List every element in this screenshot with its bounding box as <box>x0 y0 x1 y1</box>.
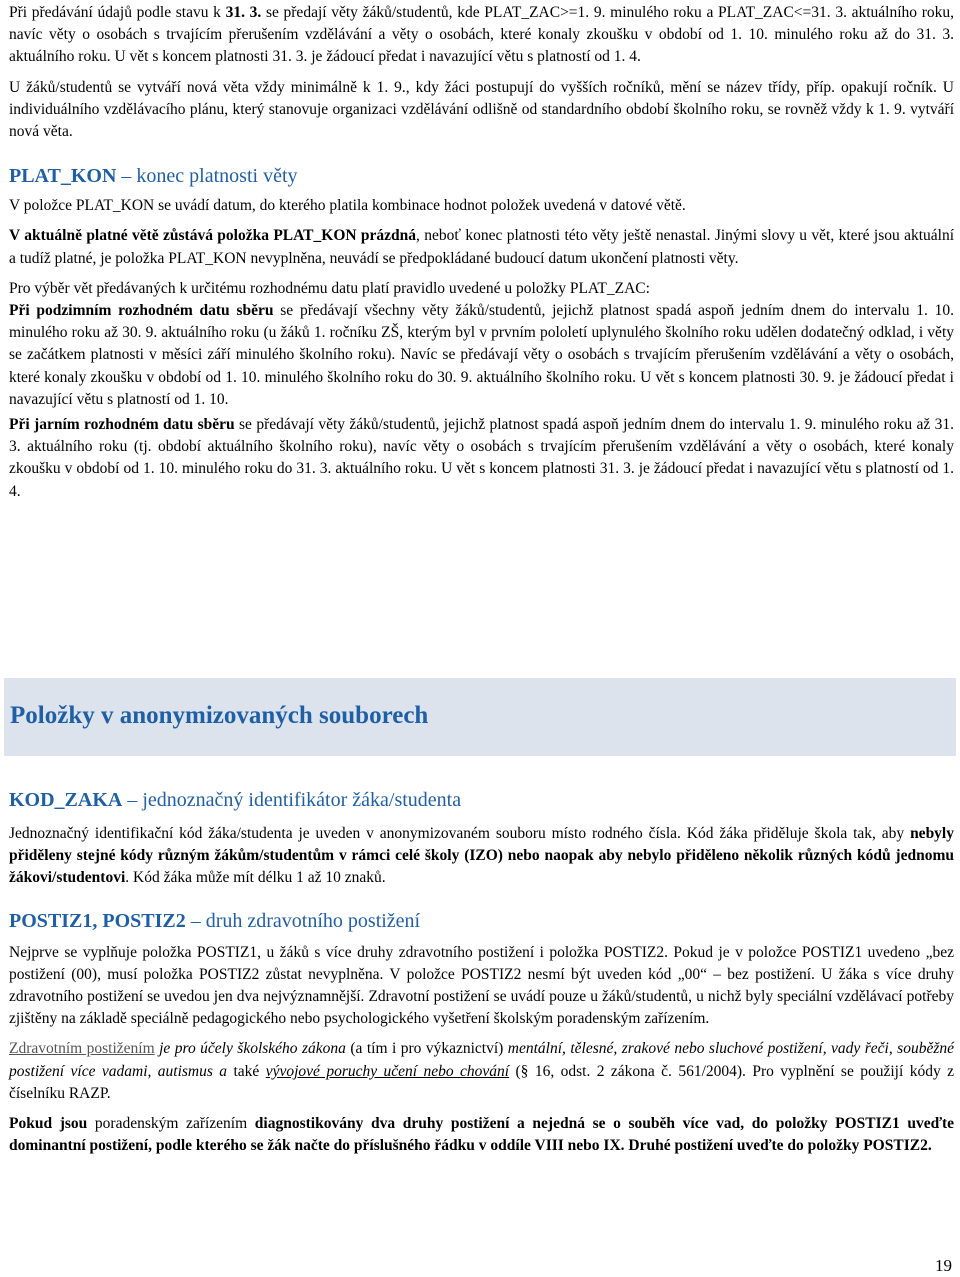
document-page <box>9 0 954 503</box>
kod-zaka-paragraph: Jednoznačný identifikační kód žáka/studenta je uveden v anonymizovaném souboru místo rodného čísla. Kód žáka přiděluje škola tak, aby nebyly přiděleny stejné kódy různým žákům/studentům v rámci celé školy (IZO) nebo naopak aby nebylo přiděleno několik různých kódů jednomu žákovi/studentovi. Kód žáka může mít délku 1 až 10 znaků. <box>9 825 954 887</box>
plat-kon-heading: PLAT_KON – konec platnosti věty <box>9 165 298 188</box>
kod-zaka-heading: KOD_ZAKA – jednoznačný identifikátor žáka/studenta <box>9 789 462 811</box>
plat-kon-paragraph-2: V aktuálně platné větě zůstává položka PLAT_KON prázdná, neboť konec platnosti této věty ještě nenastal. Jinými slovy u vět, které jsou aktuální a tudíž platné, je položka PLAT_KON nevyplněna, neuvádí se předpokládané budoucí datum ukončení platnosti věty. <box>9 227 954 267</box>
postiz-paragraph-1: Nejprve se vyplňuje položka POSTIZ1, u žáků s více druhy zdravotního postižení i položka POSTIZ2. Pokud je v položce POSTIZ1 uvedeno „bez postižení (00), musí položka POSTIZ2 zůstat nevyplněna. V položce POSTIZ2 nesmí být uveden kód „00“ – bez postižení. U žáka s více druhy zdravotního postižení se uvedou jen dva nejvýznamnější. Zdravotní postižení se uvádí pouze u žáků/studentů, u nichž byly speciální vzdělávací potřeby zjištěny na základě speciálně pedagogického nebo psychologického vyšetření školským poradenským zařízením. <box>9 943 954 1028</box>
postiz-paragraph-2: Zdravotním postižením je pro účely školského zákona (a tím i pro výkaznictví) mentální, tělesné, zrakové nebo sluchové postižení, vady řeči, souběžné postižení více vadami, autismus a také vývojové poruchy učení nebo chování (§ 16, odst. 2 zákona č. 561/2004). Pro vyplnění se použijí kódy z číselníku RAZP. <box>9 1040 954 1102</box>
plat-kon-paragraph-3: Pro výběr vět předávaných k určitému rozhodnému datu platí pravidlo uvedené u položky PLAT_ZAC: <box>9 279 650 297</box>
section-title: Položky v anonymizovaných souborech <box>10 702 429 729</box>
intro-paragraph-2: U žáků/studentů se vytváří nová věta vždy minimálně k 1. 9., kdy žáci postupují do vyšších ročníků, mění se název třídy, příp. opakují ročník. U individuálního vzdělávacího plánu, který stanovuje organizaci vzdělávání odlišně od standardního období školního roku, se rovněž vždy k 1. 9. vytváří nová věta. <box>9 78 954 141</box>
plat-kon-paragraph-1: V položce PLAT_KON se uvádí datum, do kterého platila kombinace hodnot položek uvedená v datové větě. <box>9 197 686 215</box>
plat-kon-paragraph-5: Při jarním rozhodném datu sběru se předávají věty žáků/studentů, jejichž platnost spadá aspoň jedním dnem do intervalu 1. 9. minulého roku až 31. 3. aktuálního roku (tj. období aktuálního školního roku), navíc věty o osobách s trvajícím přerušením vzdělávání a věty o osobách, které konaly zkoušku v období od 1. 10. minulého roku do 31. 3. aktuálního roku. U vět s koncem platnosti 31. 3. je žádoucí předat i navazující větu s platností od 1. 4. <box>9 416 954 500</box>
intro-paragraph-1: Při předávání údajů podle stavu k 31. 3. se předají věty žáků/studentů, kde PLAT_ZAC>=1. 9. minulého roku a PLAT_ZAC<=31. 3. aktuálního roku, navíc věty o osobách s trvajícím přerušením vzdělávání a věty o osobách, které konaly zkoušku v období od 1. 10. minulého roku až do 31. 3. aktuálního roku. U vět s koncem platnosti 31. 3. je žádoucí předat i navazující větu s platností od 1. 4. <box>9 4 955 66</box>
section-banner <box>4 678 956 756</box>
plat-kon-paragraph-4: Při podzimním rozhodném datu sběru se předávají všechny věty žáků/studentů, jejichž platnost spadá aspoň jedním dnem do intervalu 1. 10. minulého roku až 30. 9. aktuálního roku (u žáků 1. ročníku ZŠ, kterým byl v prvním pololetí uplynulého školního roku udělen dodatečný odklad, i věty se začátkem platnosti v měsíci září minulého školního roku). Navíc se předávají věty o osobách s trvajícím přerušením vzdělávání a věty o osobách, které konaly zkoušku v období od 1. 10. minulého školního roku do 30. 9. aktuálního školního roku. U vět s koncem platnosti 30. 9. je žádoucí předat i navazující větu s platností od 1. 10. <box>9 302 954 408</box>
document-page-lower <box>9 787 954 1157</box>
postiz-heading: POSTIZ1, POSTIZ2 – druh zdravotního postižení <box>9 909 421 932</box>
postiz-paragraph-3: Pokud jsou poradenským zařízením diagnostikovány dva druhy postižení a nejedná se o souběh více vad, do položky POSTIZ1 uveďte dominantní postižení, podle kterého se žák načte do příslušného řádku v oddíle VIII nebo IX. Druhé postižení uveďte do položky POSTIZ2. <box>9 1115 954 1155</box>
page-number: 19 <box>935 1256 952 1275</box>
